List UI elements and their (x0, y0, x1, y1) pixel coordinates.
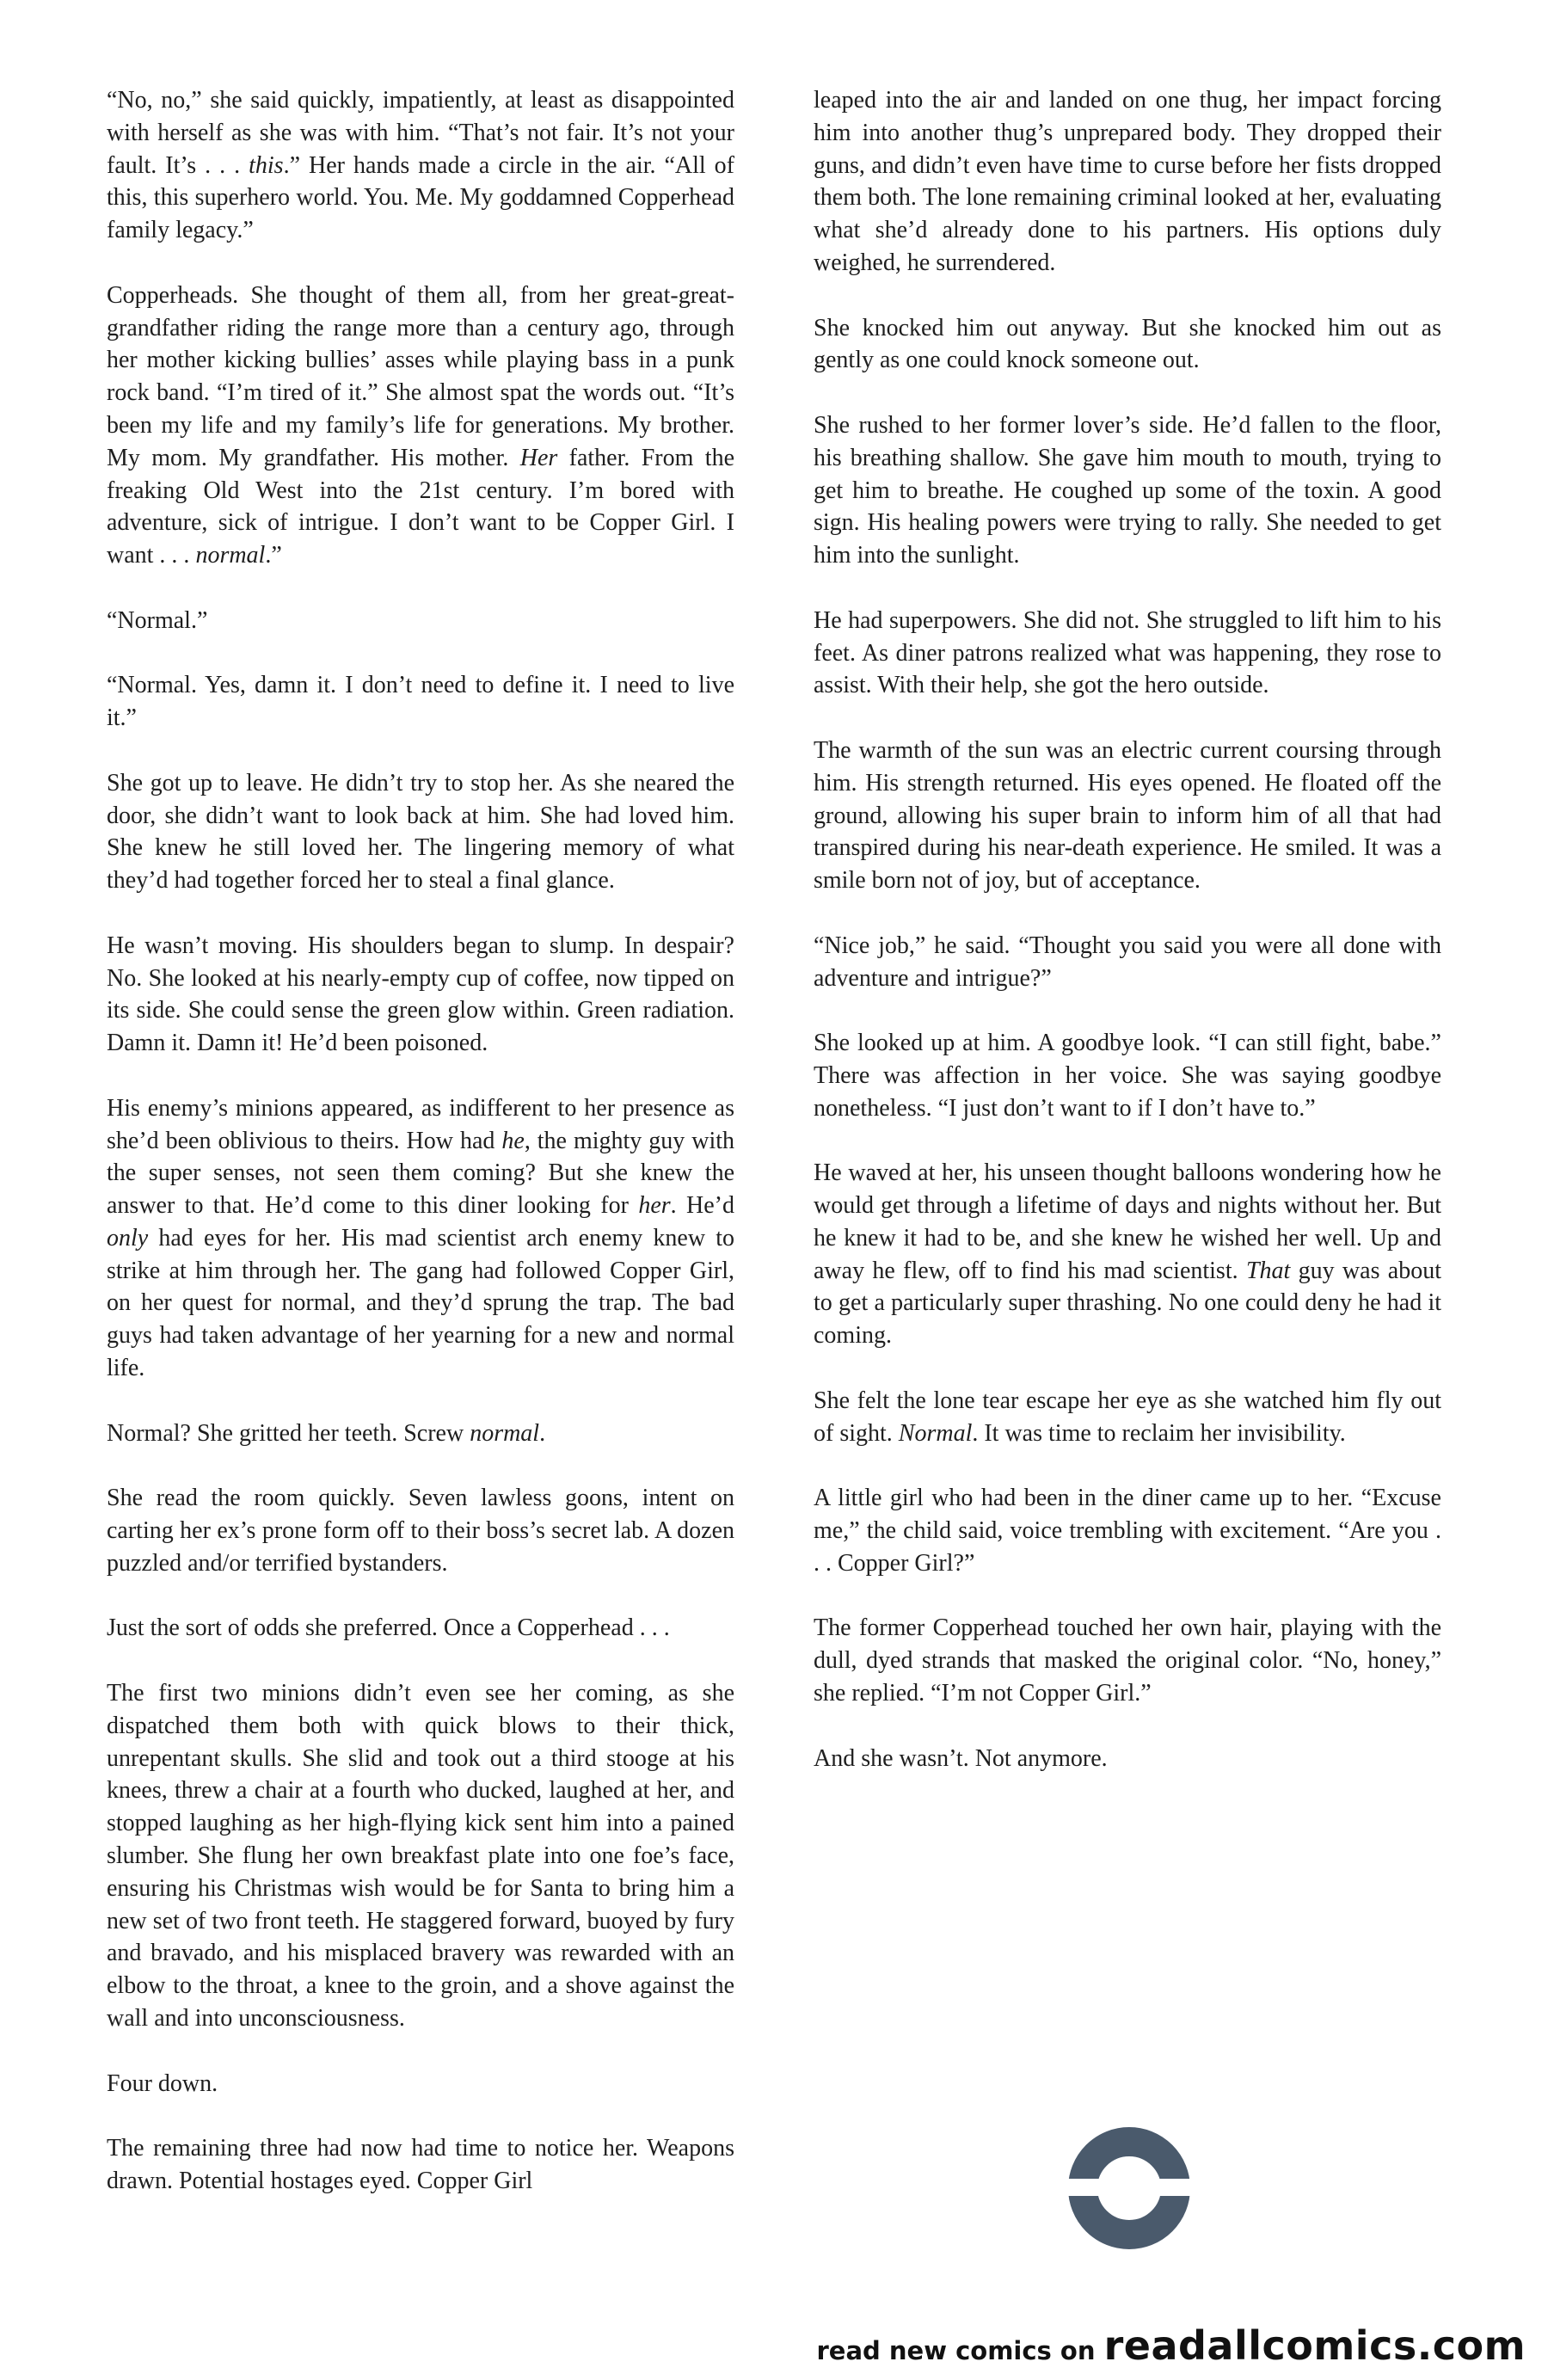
right_column-paragraph-12 (814, 1743, 1441, 1775)
left_column-paragraph-8 (107, 1418, 734, 1450)
text-run: .” (265, 542, 282, 569)
text-run: Four down. (107, 2069, 218, 2097)
text-run: She looked up at him. A goodbye look. “I can still fight, babe.” There was affection in her voice. She was saying goodbye nonetheless. “I just don’t want to if I don’t have to.” (814, 1030, 1441, 1122)
text-run: . He’d (670, 1192, 734, 1220)
text-run: . It was time to reclaim her invisibility. (972, 1419, 1346, 1447)
right_column-paragraph-5 (814, 735, 1441, 897)
text-run: She rushed to her former lover’s side. He’d fallen to the floor, his breathing shallow. She gave him mouth to mouth, trying to get him to breathe. He coughed up some of the toxin. A good sign. His healing powers were trying to rally. She needed to get him into the sunlight. (814, 411, 1441, 569)
story-column-right (814, 84, 1441, 1774)
left_column-paragraph-12 (107, 2068, 734, 2100)
text-run: Normal? She gritted her teeth. Screw (107, 1419, 470, 1447)
text-run: Just the sort of odds she preferred. Once a Copperhead . . . (107, 1614, 670, 1642)
text-run: He waved at her, his unseen thought balloons wondering how he would get through a lifetime of days and nights without her. But he knew it had to be, and she knew he wished her well. Up and away he flew, off to find his mad scientist. (814, 1159, 1441, 1284)
text-run: , the mighty guy with the super senses, not seen them coming? But she knew the answer to that. He’d come to this diner looking for (107, 1127, 735, 1220)
story-column-left (107, 84, 734, 2198)
left_column-paragraph-11 (107, 1677, 734, 2035)
left_column-paragraph-7 (107, 1092, 734, 1385)
text-run: had eyes for her. His mad scientist arch enemy knew to strike at him through her. The gang had followed Copper Girl, on her quest for normal, and they’d sprung the trap. The bad guys had taken advantage of her yearning for a new and normal life. (107, 1224, 734, 1382)
right_column-paragraph-2 (814, 312, 1441, 378)
text-run: The former Copperhead touched her own hair, playing with the dull, dyed strands that masked the original color. “No, honey,” she replied. “I’m not Copper Girl.” (814, 1614, 1441, 1707)
watermark-site[interactable]: readallcomics.com (1103, 2322, 1526, 2369)
right_column-paragraph-11 (814, 1612, 1441, 1709)
text-run: That (1245, 1257, 1291, 1284)
text-run: leaped into the air and landed on one thug, her impact forcing him into another thug’s unprepared body. They dropped their guns, and didn’t even have time to curse before her fists dropped them both. The lone remaining criminal looked at her, evaluating what she’d already done to his partners. His options duly weighed, he surrendered. (814, 87, 1441, 276)
text-run: The first two minions didn’t even see her coming, as she dispatched them both with quick blows to their thick, unrepentant skulls. She slid and took out a third stooge at his knees, threw a chair at a fourth who ducked, laughed at her, and stopped laughing as her high-flying kick sent him into a pained slumber. She flung her own breakfast plate into one foe’s face, ensuring his Christmas wish would be for Santa to bring him a new set of two front teeth. He staggered forward, buoyed by fury and bravado, and his misplaced bravery was rewarded with an elbow to the throat, a knee to the groin, and a shove against the wall and into unconsciousness. (107, 1680, 734, 2033)
text-run: “Normal.” (107, 606, 208, 634)
left_column-paragraph-2 (107, 280, 734, 572)
text-run: “Nice job,” he said. “Thought you said you were all done with adventure and intrigue?” (814, 932, 1441, 992)
text-run: normal (470, 1419, 540, 1447)
end-mark-ring-icon (1066, 2125, 1192, 2251)
text-run: this (249, 151, 284, 179)
text-run: “Normal. Yes, damn it. I don’t need to define it. I need to live it.” (107, 672, 734, 732)
text-run: She got up to leave. He didn’t try to stop her. As she neared the door, she didn’t want to look back at him. She had loved him. She knew he still loved her. The lingering memory of what they’d had together forced her to steal a final glance. (107, 769, 734, 895)
watermark-footer[interactable] (816, 2322, 1526, 2369)
text-run: Her (519, 444, 558, 471)
right_column-paragraph-1 (814, 84, 1441, 280)
right_column-paragraph-7 (814, 1027, 1441, 1124)
text-run: Copperheads. She thought of them all, from her great-great-grandfather riding the range more than a century ago, through her mother kicking bullies’ asses while playing bass in a punk rock band. “I’m tired of it.” She almost spat the words out. “It’s been my life and my family’s life for generations. My brother. My mom. My grandfather. His mother. (107, 281, 734, 471)
right_column-paragraph-3 (814, 409, 1441, 572)
text-run: father. From the freaking Old West into the 21st century. I’m bored with adventure, sick of intrigue. I don’t want to be Copper Girl. I want . . . (107, 444, 734, 569)
text-run: . (539, 1419, 546, 1447)
text-run: “No, no,” she said quickly, impatiently, at least as disappointed with herself as she was with him. “That’s not fair. It’s not your fault. It’s . . . (107, 87, 734, 179)
left_column-paragraph-3 (107, 605, 734, 637)
text-run: His enemy’s minions appeared, as indifferent to her presence as she’d been oblivious to theirs. How had (107, 1094, 734, 1154)
text-run: .” Her hands made a circle in the air. “All of this, this superhero world. You. Me. My goddamned Copperhead family legacy.” (107, 151, 734, 244)
right_column-paragraph-4 (814, 605, 1441, 702)
text-run: her (638, 1192, 671, 1220)
watermark-prefix: read new comics on (816, 2336, 1104, 2365)
right_column-paragraph-8 (814, 1157, 1441, 1352)
text-run: only (107, 1224, 149, 1251)
text-run: The warmth of the sun was an electric current coursing through him. His strength returned. His eyes opened. He floated off the ground, allowing his super brain to inform him of all that had transpired during his near-death experience. He smiled. It was a smile born not of joy, but of acceptance. (814, 736, 1441, 895)
left_column-paragraph-6 (107, 930, 734, 1060)
text-run: normal (195, 542, 266, 569)
left_column-paragraph-1 (107, 84, 734, 247)
left_column-paragraph-4 (107, 669, 734, 735)
left_column-paragraph-13 (107, 2132, 734, 2198)
text-run: She knocked him out anyway. But she knocked him out as gently as one could knock someone out. (814, 314, 1441, 374)
right_column-paragraph-6 (814, 930, 1441, 995)
text-run: She read the room quickly. Seven lawless goons, intent on carting her ex’s prone form off to their boss’s secret lab. A dozen puzzled and/or terrified bystanders. (107, 1485, 734, 1577)
text-run: he (501, 1127, 525, 1154)
end-mark-gap (1066, 2179, 1192, 2196)
text-run: guy was about to get a particularly super thrashing. No one could deny he had it coming. (814, 1257, 1441, 1350)
left_column-paragraph-10 (107, 1612, 734, 1645)
text-run: And she wasn’t. Not anymore. (814, 1744, 1108, 1772)
text-run: The remaining three had now had time to notice her. Weapons drawn. Potential hostages eyed. Copper Girl (107, 2135, 734, 2194)
right_column-paragraph-10 (814, 1482, 1441, 1579)
text-run: Normal (898, 1419, 973, 1447)
text-run: He wasn’t moving. His shoulders began to slump. In despair? No. She looked at his nearly-empty cup of coffee, now tipped on its side. She could sense the green glow within. Green radiation. Damn it. Damn it! He’d been poisoned. (107, 932, 734, 1057)
left_column-paragraph-9 (107, 1482, 734, 1579)
left_column-paragraph-5 (107, 767, 734, 897)
text-run: A little girl who had been in the diner came up to her. “Excuse me,” the child said, voice trembling with excitement. “Are you . . . Copper Girl?” (814, 1485, 1441, 1577)
text-run: He had superpowers. She did not. She struggled to lift him to his feet. As diner patrons realized what was happening, they rose to assist. With their help, she got the hero outside. (814, 606, 1441, 699)
text-run: She felt the lone tear escape her eye as she watched him fly out of sight. (814, 1387, 1441, 1447)
right_column-paragraph-9 (814, 1385, 1441, 1450)
